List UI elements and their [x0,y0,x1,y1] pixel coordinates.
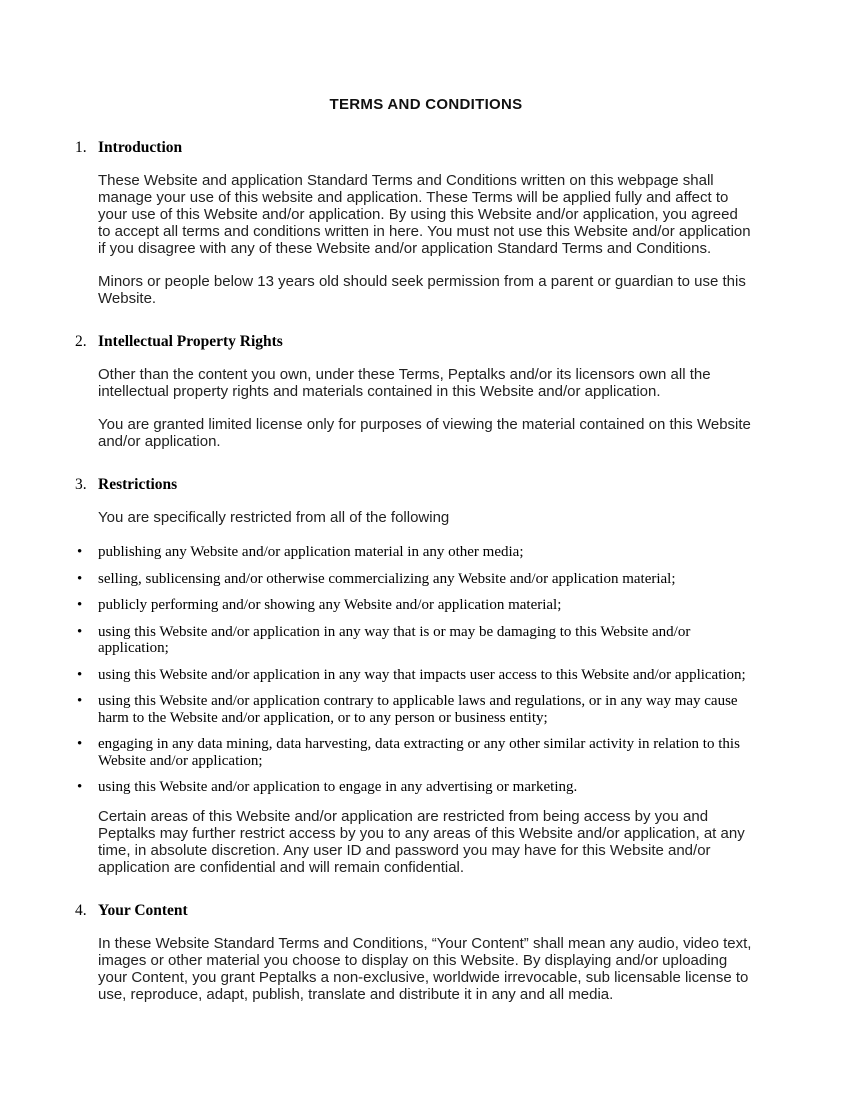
section-heading-row [75,333,752,350]
paragraph: Minors or people below 13 years old should seek permission from a parent or guardian to use this Website. [98,273,746,307]
section-number: 1. [75,139,87,156]
bullet-item: • using this Website and/or application in any way that is or may be damaging to this Website and/or application; [75,624,752,657]
bullet-item: • using this Website and/or application to engage in any advertising or marketing. [75,779,752,796]
bullet-item: • publicly performing and/or showing any Website and/or application material; [75,597,752,614]
bullet-item: • selling, sublicensing and/or otherwise commercializing any Website and/or application material; [75,571,752,588]
section-intellectual-property-rights [75,333,752,450]
section-number: 3. [75,476,87,493]
section-number: 4. [75,901,87,919]
paragraph: Certain areas of this Website and/or application are restricted from being access by you and Peptalks may further restrict access by you to any areas of this Website and/or application, at any time, in absolute discretion. Any user ID and password you may have for this Website and/or application are confidential and will remain confidential. [98,807,745,876]
bullet-item: • engaging in any data mining, data harvesting, data extracting or any other similar activity in relation to this Website and/or application; [75,736,752,769]
section-number: 2. [75,333,87,350]
document-title: TERMS AND CONDITIONS [329,96,523,113]
bullet-item: • using this Website and/or application contrary to applicable laws and regulations, or in any way may cause harm to the Website and/or application, or to any person or business entity; [75,693,752,726]
section-introduction [75,139,752,307]
restrictions-bullet-list [75,544,752,796]
section-heading: Restrictions [98,476,178,493]
section-heading-row [75,139,752,156]
section-your-content [75,902,752,1003]
paragraph: These Website and application Standard Terms and Conditions written on this webpage shall manage your use of this website and application. These Terms will be applied fully and affect to your use of this Website and/or application. By using this Website and/or application, you agreed to accept all terms and conditions written in here. You must not use this Website and/or application if you disagree with any of these Website and/or application Standard Terms and Conditions. [98,172,751,257]
section-heading: Introduction [98,139,183,156]
paragraph: You are specifically restricted from all of the following [98,509,450,526]
section-heading: Intellectual Property Rights [98,333,283,350]
section-heading-row [75,476,752,493]
section-heading: Your Content [98,901,188,919]
paragraph: Other than the content you own, under these Terms, Peptalks and/or its licensors own all the intellectual property rights and materials contained in this Website and/or application. [98,366,711,400]
bullet-item: • using this Website and/or application in any way that impacts user access to this Website and/or application; [75,667,752,684]
bullet-item: • publishing any Website and/or application material in any other media; [75,544,752,561]
paragraph: You are granted limited license only for purposes of viewing the material contained on this Website and/or application. [98,416,751,450]
section-heading-row [75,902,752,919]
paragraph: In these Website Standard Terms and Conditions, “Your Content” shall mean any audio, video text, images or other material you choose to display on this Website. By displaying and/or uploading your Content, you grant Peptalks a non-exclusive, worldwide irrevocable, sub licensable license to use, reproduce, adapt, publish, translate and distribute it in any and all media. [98,934,752,1003]
section-restrictions [75,476,752,876]
